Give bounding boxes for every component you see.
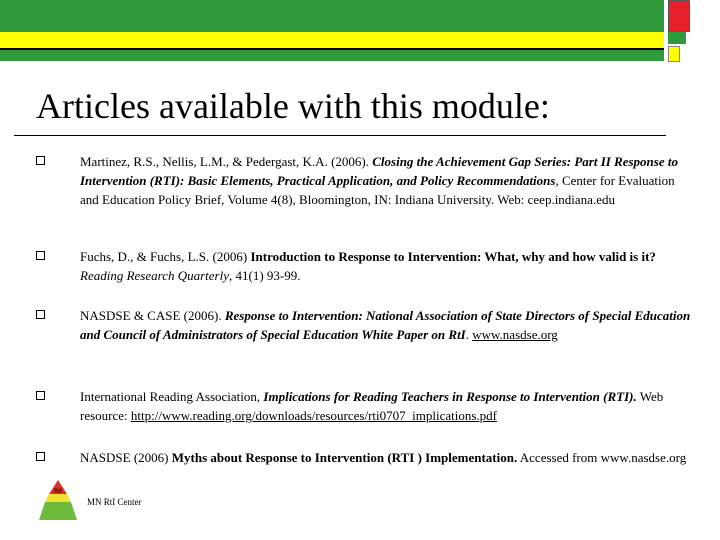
article-title: Myths about Response to Intervention (RTI ) Implementation. bbox=[171, 450, 518, 465]
corner-square-green bbox=[668, 32, 686, 44]
article-text-segment: Accessed from www.nasdse.org bbox=[517, 450, 687, 465]
logo-label: RtI bbox=[54, 489, 62, 495]
article-text-segment: NASDSE & CASE (2006). bbox=[80, 308, 225, 323]
header-band-yellow bbox=[0, 32, 664, 48]
article-text-segment: , Center for Evaluation and Education Policy Brief, Volume 4(8), Bloomington, IN: Indiana University. Web: ceep.indiana.edu bbox=[80, 173, 675, 207]
article-text-segment: NASDSE (2006) bbox=[80, 450, 172, 465]
article-title: Implications for Reading Teachers in Response to Intervention (RTI). bbox=[263, 389, 637, 404]
article-title: Closing the Achievement Gap Series: Part II Response to Intervention (RTI): Basic Elements, Practical Application, and Policy Recommendations bbox=[80, 154, 678, 188]
article-text-segment: , 41(1) 93-99. bbox=[228, 268, 301, 283]
pyramid-base-tier bbox=[39, 502, 77, 520]
bullet-square-icon bbox=[36, 310, 45, 319]
article-text bbox=[80, 448, 692, 467]
slide-title: Articles available with this module: bbox=[36, 86, 550, 126]
corner-square-yellow bbox=[668, 46, 680, 62]
header-band-green bbox=[0, 0, 664, 32]
pyramid-middle-tier bbox=[45, 494, 71, 502]
article-text-segment: Martinez, R.S., Nellis, L.M., & Pedergast, K.A. (2006). bbox=[80, 154, 373, 169]
article-text-segment: International Reading Association, bbox=[80, 389, 264, 404]
bullet-square-icon bbox=[36, 452, 45, 461]
bullet-square-icon bbox=[36, 156, 45, 165]
reading-org-link[interactable]: http://www.reading.org/downloads/resources/rti0707_implications.pdf bbox=[130, 408, 497, 423]
header-band-green-lower bbox=[0, 50, 664, 61]
article-text bbox=[80, 306, 692, 344]
bullet-square-icon bbox=[36, 251, 45, 260]
rti-pyramid-logo-icon bbox=[38, 478, 78, 522]
article-text-segment: Web resource: bbox=[80, 389, 664, 423]
bullet-square-icon bbox=[36, 391, 45, 400]
article-text-segment: . bbox=[465, 327, 473, 342]
article-text bbox=[80, 152, 692, 209]
footer-text: MN RtI Center bbox=[87, 497, 142, 507]
corner-square-red bbox=[668, 0, 690, 32]
article-title: Introduction to Response to Intervention: What, why and how valid is it? bbox=[250, 249, 656, 264]
nasdse-link[interactable]: www.nasdse.org bbox=[472, 327, 558, 342]
title-underline bbox=[14, 135, 666, 136]
journal-name: Reading Research Quarterly bbox=[80, 268, 229, 283]
article-title: Response to Intervention: National Association of State Directors of Special Education and Council of Administrators of Special Education White Paper on RtI bbox=[80, 308, 691, 342]
article-text bbox=[80, 387, 692, 425]
article-text bbox=[80, 247, 692, 285]
article-text-segment: Fuchs, D., & Fuchs, L.S. (2006) bbox=[80, 249, 251, 264]
